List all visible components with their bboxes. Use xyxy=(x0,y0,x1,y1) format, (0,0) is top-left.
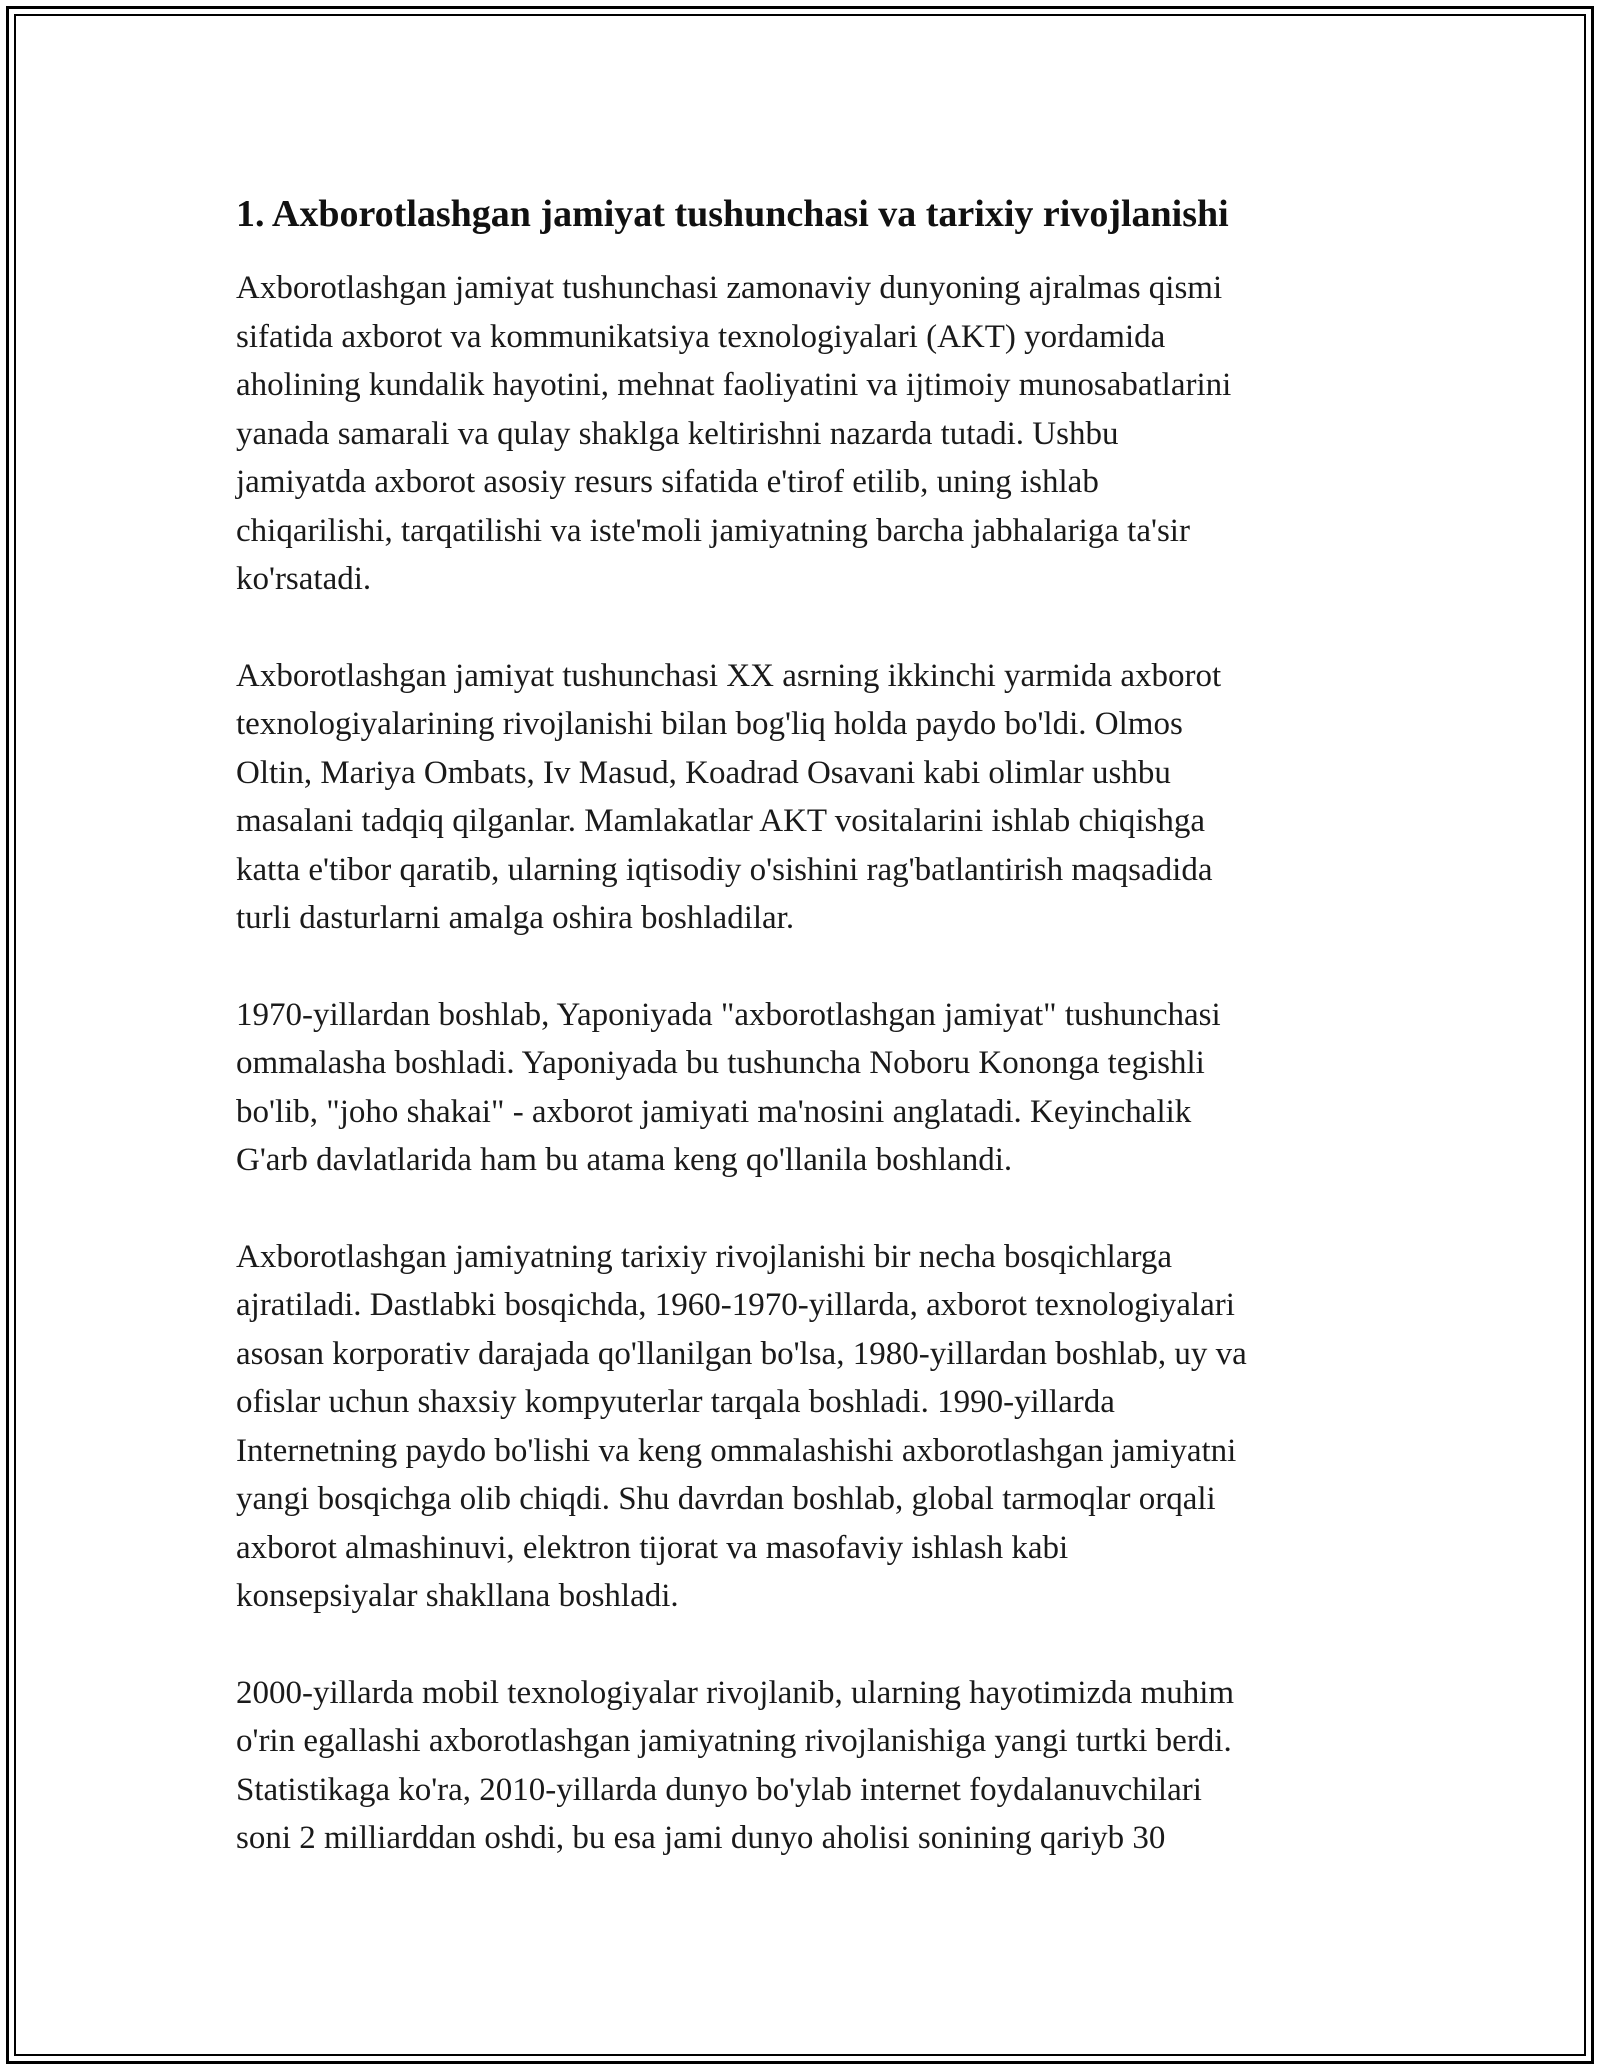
document-body xyxy=(236,186,1366,1911)
paragraph-2: Axborotlashgan jamiyat tushunchasi XX asrning ikkinchi yarmida axborot texnologiyalarining rivojlanishi bilan bog'liq holda paydo bo'ldi. Olmos Oltin, Mariya Ombats, Iv Masud, Koadrad Osavani kabi olimlar ushbu masalani tadqiq qilganlar. Mamlakatlar AKT vositalarini ishlab chiqishga katta e'tibor qaratib, ularning iqtisodiy o'sishini rag'batlantirish maqsadida turli dasturlarni amalga oshira boshladilar. xyxy=(236,657,1222,936)
paragraph-3: 1970-yillardan boshlab, Yaponiyada "axborotlashgan jamiyat" tushunchasi ommalasha boshladi. Yaponiyada bu tushuncha Noboru Kononga tegishli bo'lib, "joho shakai" - axborot jamiyati ma'nosini anglatadi. Keyinchalik G'arb davlatlarida ham bu atama keng qo'llanila boshlandi. xyxy=(236,996,1221,1178)
paragraph-5: 2000-yillarda mobil texnologiyalar rivojlanib, ularning hayotimizda muhim o'rin egallashi axborotlashgan jamiyatning rivojlanishiga yangi turtki berdi. Statistikaga ko'ra, 2010-yillarda dunyo bo'ylab internet foydalanuvchilari soni 2 milliarddan oshdi, bu esa jami dunyo aholisi sonining qariyb 30 xyxy=(236,1674,1235,1856)
paragraph-1: Axborotlashgan jamiyat tushunchasi zamonaviy dunyoning ajralmas qismi sifatida axborot va kommunikatsiya texnologiyalari (AKT) yordamida aholining kundalik hayotini, mehnat faoliyatini va ijtimoiy munosabatlarini yanada samarali va qulay shaklga keltirishni nazarda tutadi. Ushbu jamiyatda axborot asosiy resurs sifatida e'tirof etilib, uning ishlab chiqarilishi, tarqatilishi va iste'moli jamiyatning barcha jabhalariga ta'sir ko'rsatadi. xyxy=(236,270,1232,597)
paragraph-4: Axborotlashgan jamiyatning tarixiy rivojlanishi bir necha bosqichlarga ajratiladi. Dastlabki bosqichda, 1960-1970-yillarda, axborot texnologiyalari asosan korporativ darajada qo'llanilgan bo'lsa, 1980-yillardan boshlab, uy va ofislar uchun shaxsiy kompyuterlar tarqala boshladi. 1990-yillarda Internetning paydo bo'lishi va keng ommalashishi axborotlashgan jamiyatni yangi bosqichga olib chiqdi. Shu davrdan boshlab, global tarmoqlar orqali axborot almashinuvi, elektron tijorat va masofaviy ishlash kabi konsepsiyalar shakllana boshladi. xyxy=(236,1238,1247,1614)
section-heading: 1. Axborotlashgan jamiyat tushunchasi va tarixiy rivojlanishi xyxy=(236,193,1229,235)
